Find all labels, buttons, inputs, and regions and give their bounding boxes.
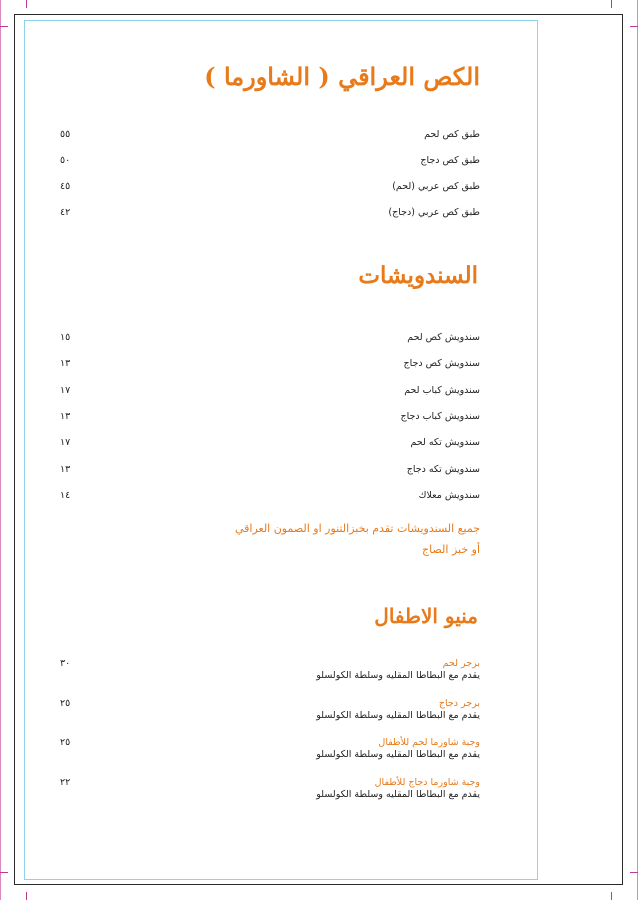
- crop-mark: [26, 892, 27, 900]
- sandwich-item: [60, 463, 480, 477]
- item-name: سندويش كص دجاج: [403, 358, 480, 370]
- sandwich-item: [60, 384, 480, 398]
- sandwich-item: [60, 357, 480, 371]
- item-price: ٢٥: [60, 697, 71, 709]
- item-name: طبق كص عربي (لحم): [392, 181, 480, 192]
- item-name: سندويش كباب لحم: [404, 384, 480, 396]
- sandwich-item: [60, 489, 480, 503]
- note-line-1: جميع السندويشات تقدم بخبزالتنور او الصمون العراقي: [234, 522, 480, 535]
- kids-item: [60, 737, 480, 767]
- sandwich-item: [60, 410, 480, 424]
- kids-item: [60, 698, 480, 728]
- item-description: يقدم مع البطاطا المقليه وسلطة الكولسلو: [316, 709, 480, 721]
- item-name: طبق كص دجاج: [420, 155, 480, 166]
- kus-item: [60, 128, 480, 142]
- item-description: يقدم مع البطاطا المقليه وسلطة الكولسلو: [316, 788, 480, 800]
- item-price: ٥٥: [60, 129, 71, 140]
- item-name: وجبة شاورما لحم للأطفال: [378, 737, 480, 748]
- item-name: سندويش كباب دجاج: [400, 410, 480, 422]
- item-name: سندويش معلاك: [418, 489, 480, 501]
- heading-text: منيو الاطفال: [374, 604, 478, 628]
- section-heading-kus: [204, 62, 480, 91]
- crop-mark: [0, 872, 8, 873]
- item-price: ١٣: [60, 410, 71, 422]
- item-price: ١٣: [60, 463, 71, 475]
- item-price: ٤٢: [60, 207, 71, 218]
- section-heading-kids: [374, 604, 478, 628]
- kus-item: [60, 206, 480, 220]
- item-name: طبق كص لحم: [424, 129, 480, 140]
- kus-item: [60, 154, 480, 168]
- crop-mark: [26, 0, 27, 8]
- item-name: برجر دجاج: [438, 697, 480, 709]
- item-price: ١٥: [60, 332, 71, 343]
- crop-mark: [611, 892, 612, 900]
- item-name: سندويش كص لحم: [407, 332, 480, 343]
- item-description: يقدم مع البطاطا المقليه وسلطة الكولسلو: [316, 749, 480, 760]
- kus-item: [60, 180, 480, 194]
- sandwich-item: [60, 331, 480, 345]
- item-name: طبق كص عربي (دجاج): [388, 207, 480, 218]
- note-line-2: أو خبز الصاج: [422, 543, 480, 556]
- heading-text: الكص العراقي ( الشاورما ): [204, 62, 480, 91]
- item-price: ١٧: [60, 384, 71, 396]
- sandwich-item: [60, 436, 480, 450]
- item-price: ١٧: [60, 437, 71, 449]
- item-price: ٤٥: [60, 181, 71, 192]
- item-price: ٣٠: [60, 658, 71, 669]
- item-price: ٥٠: [60, 155, 71, 166]
- heading-text: السندويشات: [358, 262, 478, 289]
- item-price: ١٣: [60, 358, 71, 370]
- item-name: سندويش تكه لحم: [410, 437, 480, 449]
- item-price: ١٤: [60, 489, 71, 501]
- item-name: وجبة شاورما دجاج للأطفال: [374, 776, 480, 788]
- item-price: ٢٥: [60, 737, 71, 748]
- kids-item: [60, 658, 480, 688]
- item-name: برجر لحم: [442, 658, 480, 669]
- crop-mark: [0, 26, 8, 27]
- item-description: يقدم مع البطاطا المقليه وسلطة الكولسلو: [316, 670, 480, 681]
- item-price: ٢٢: [60, 776, 71, 788]
- kids-item: [60, 777, 480, 807]
- sandwich-note: [235, 518, 480, 560]
- item-name: سندويش تكه دجاج: [406, 463, 480, 475]
- bleed-line: [0, 0, 1, 900]
- crop-mark: [611, 0, 612, 8]
- section-heading-sandwiches: [358, 262, 478, 289]
